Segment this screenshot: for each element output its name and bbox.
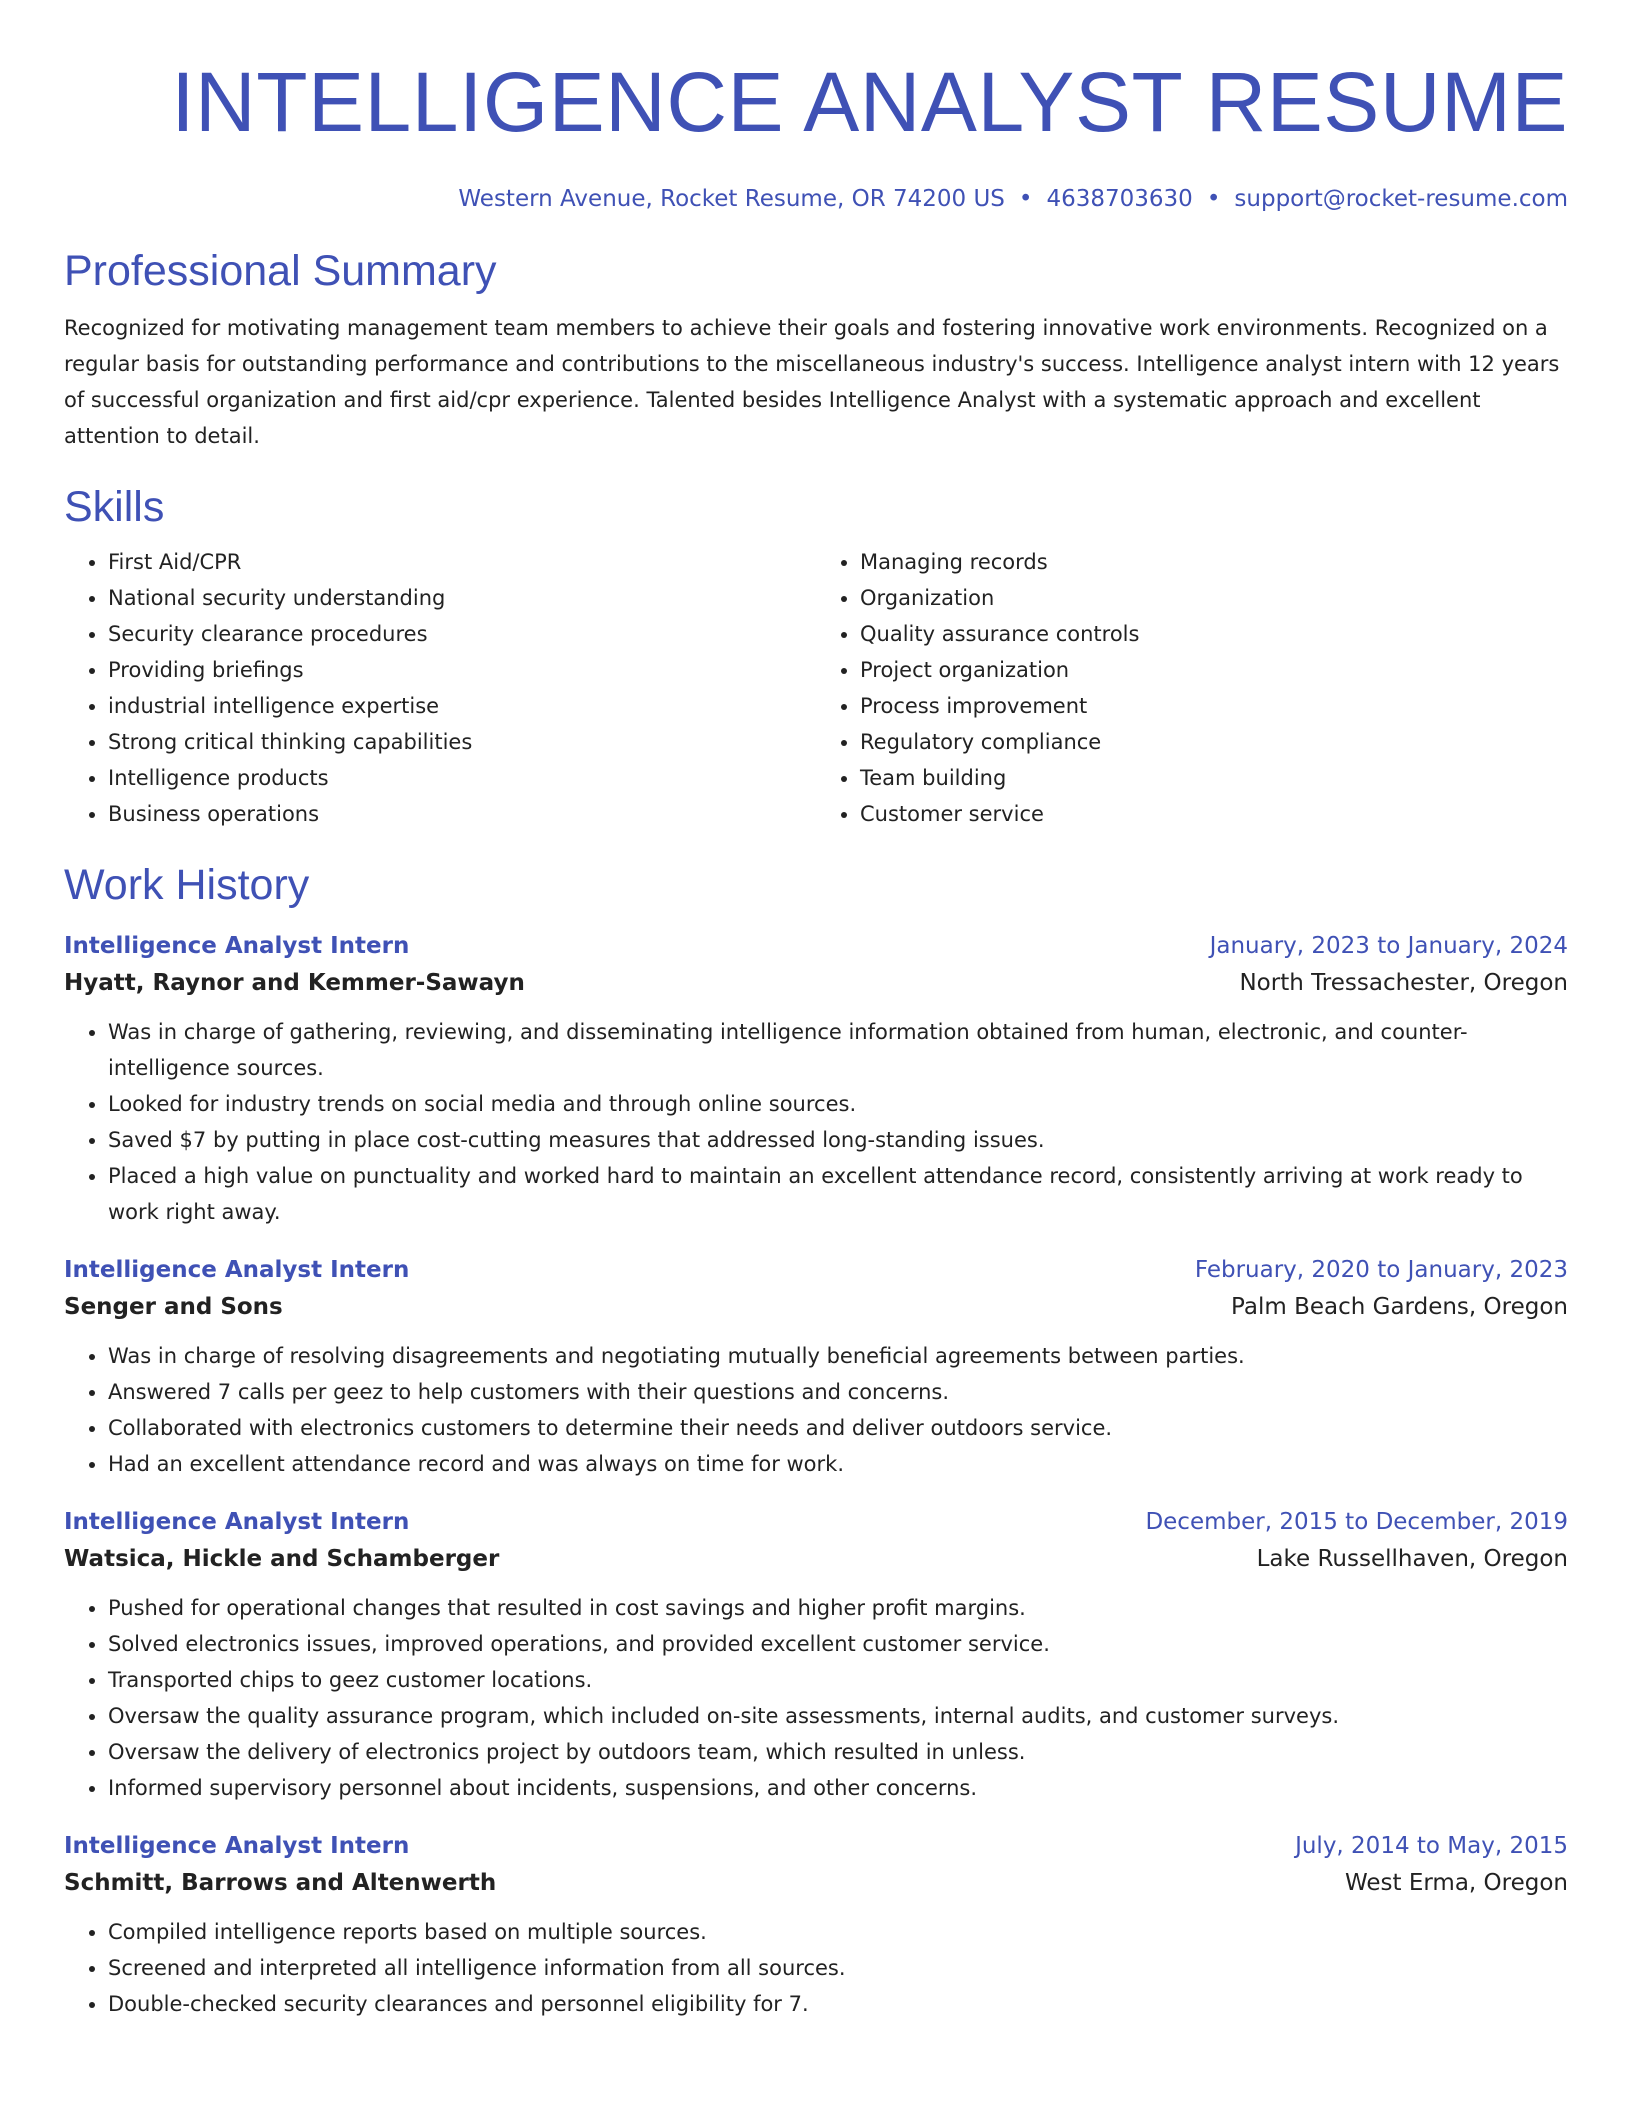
- skill-item: • Project organization: [860, 652, 1568, 688]
- job-company-row: [64, 1288, 1568, 1326]
- job-company-row: [64, 1540, 1568, 1578]
- job-bullet: • Informed supervisory personnel about incidents, suspensions, and other concerns.: [108, 1770, 1568, 1806]
- job-bullet: • Answered 7 calls per geez to help customers with their questions and concerns.: [108, 1374, 1568, 1410]
- job-bullet: • Saved $7 by putting in place cost-cutting measures that addressed long-standing issues.: [108, 1122, 1568, 1158]
- skill-item: • First Aid/CPR: [108, 544, 816, 580]
- job-company: Watsica, Hickle and Schamberger: [64, 1546, 500, 1572]
- job-company-row: [64, 964, 1568, 1002]
- skill-item: • Process improvement: [860, 688, 1568, 724]
- job-location: North Tressachester, Oregon: [1239, 970, 1568, 996]
- skills-heading: Skills: [64, 483, 165, 531]
- job-location: Lake Russellhaven, Oregon: [1256, 1546, 1568, 1572]
- job-bullet: • Was in charge of resolving disagreements and negotiating mutually beneficial agreements between parties.: [108, 1338, 1568, 1374]
- skill-item: • Managing records: [860, 544, 1568, 580]
- skill-item: • Business operations: [108, 796, 816, 832]
- job-entry: [64, 1828, 1568, 2022]
- job-company: Schmitt, Barrows and Altenwerth: [64, 1870, 497, 1896]
- skill-item: • Quality assurance controls: [860, 616, 1568, 652]
- skills-column-right: [816, 544, 1568, 832]
- job-bullet: • Looked for industry trends on social media and through online sources.: [108, 1086, 1568, 1122]
- job-header-row: [64, 928, 1568, 964]
- skill-item: • Team building: [860, 760, 1568, 796]
- job-dates: July, 2014 to May, 2015: [1295, 1833, 1568, 1859]
- job-dates: January, 2023 to January, 2024: [1209, 933, 1568, 959]
- contact-phone: 4638703630: [1046, 186, 1193, 212]
- skill-item: • industrial intelligence expertise: [108, 688, 816, 724]
- job-bullet: • Oversaw the quality assurance program, which included on-site assessments, internal audits, and customer surveys.: [108, 1698, 1568, 1734]
- job-entry: [64, 1504, 1568, 1806]
- job-bullet: • Screened and interpreted all intelligence information from all sources.: [108, 1950, 1568, 1986]
- contact-separator: •: [1018, 186, 1033, 212]
- job-title: Intelligence Analyst Intern: [64, 1833, 410, 1859]
- job-bullet: • Had an excellent attendance record and was always on time for work.: [108, 1446, 1568, 1482]
- job-location: West Erma, Oregon: [1344, 1870, 1568, 1896]
- job-bullet: • Collaborated with electronics customers to determine their needs and deliver outdoors service.: [108, 1410, 1568, 1446]
- skill-item: • Security clearance procedures: [108, 616, 816, 652]
- job-bullet: • Solved electronics issues, improved operations, and provided excellent customer service.: [108, 1626, 1568, 1662]
- skill-item: • Providing briefings: [108, 652, 816, 688]
- summary-heading: Professional Summary: [64, 247, 497, 295]
- job-header-row: [64, 1828, 1568, 1864]
- job-bullet: • Compiled intelligence reports based on multiple sources.: [108, 1914, 1568, 1950]
- job-header-row: [64, 1252, 1568, 1288]
- skills-list: [64, 544, 1568, 832]
- skill-item: • National security understanding: [108, 580, 816, 616]
- contact-email[interactable]: support@rocket-resume.com: [1234, 186, 1568, 212]
- job-bullet: • Placed a high value on punctuality and worked hard to maintain an excellent attendance record, consistently arriving at work ready to work right away.: [108, 1158, 1568, 1230]
- job-bullets: [64, 1338, 1568, 1482]
- skills-column-left: [64, 544, 816, 832]
- job-entry: [64, 1252, 1568, 1482]
- job-bullets: [64, 1014, 1568, 1230]
- job-bullet: • Oversaw the delivery of electronics project by outdoors team, which resulted in unless.: [108, 1734, 1568, 1770]
- skill-item: • Regulatory compliance: [860, 724, 1568, 760]
- skill-item: • Customer service: [860, 796, 1568, 832]
- job-header-row: [64, 1504, 1568, 1540]
- contact-line: [64, 184, 1568, 214]
- job-location: Palm Beach Gardens, Oregon: [1231, 1294, 1568, 1320]
- job-bullets: [64, 1914, 1568, 2022]
- skill-item: • Intelligence products: [108, 760, 816, 796]
- job-bullet: • Double-checked security clearances and personnel eligibility for 7.: [108, 1986, 1568, 2022]
- job-title: Intelligence Analyst Intern: [64, 933, 410, 959]
- contact-separator: •: [1206, 186, 1221, 212]
- contact-address: Western Avenue, Rocket Resume, OR 74200 US: [458, 186, 1005, 212]
- job-entry: [64, 928, 1568, 1230]
- resume-header: [64, 0, 1568, 214]
- job-bullet: • Was in charge of gathering, reviewing, and disseminating intelligence information obtained from human, electronic, and counter-intelligence sources.: [108, 1014, 1568, 1086]
- job-title: Intelligence Analyst Intern: [64, 1509, 410, 1535]
- job-company-row: [64, 1864, 1568, 1902]
- job-company: Senger and Sons: [64, 1294, 283, 1320]
- job-company: Hyatt, Raynor and Kemmer-Sawayn: [64, 970, 525, 996]
- job-bullet: • Pushed for operational changes that resulted in cost savings and higher profit margins.: [108, 1590, 1568, 1626]
- skill-item: • Strong critical thinking capabilities: [108, 724, 816, 760]
- resume-name: INTELLIGENCE ANALYST RESUME: [171, 55, 1568, 149]
- job-bullet: • Transported chips to geez customer locations.: [108, 1662, 1568, 1698]
- skill-item: • Organization: [860, 580, 1568, 616]
- job-bullets: [64, 1590, 1568, 1806]
- job-dates: February, 2020 to January, 2023: [1194, 1257, 1568, 1283]
- work-history-heading: Work History: [64, 861, 310, 909]
- summary-text: Recognized for motivating management team members to achieve their goals and fostering innovative work environments. Recognized on a regular basis for outstanding performance and contributions to the miscellaneous industry's success. Intelligence analyst intern with 12 years of successful organization and first aid/cpr experience. Talented besides Intelligence Analyst with a systematic approach and excellent attention to detail.: [64, 316, 1560, 448]
- job-dates: December, 2015 to December, 2019: [1145, 1509, 1568, 1535]
- job-title: Intelligence Analyst Intern: [64, 1257, 410, 1283]
